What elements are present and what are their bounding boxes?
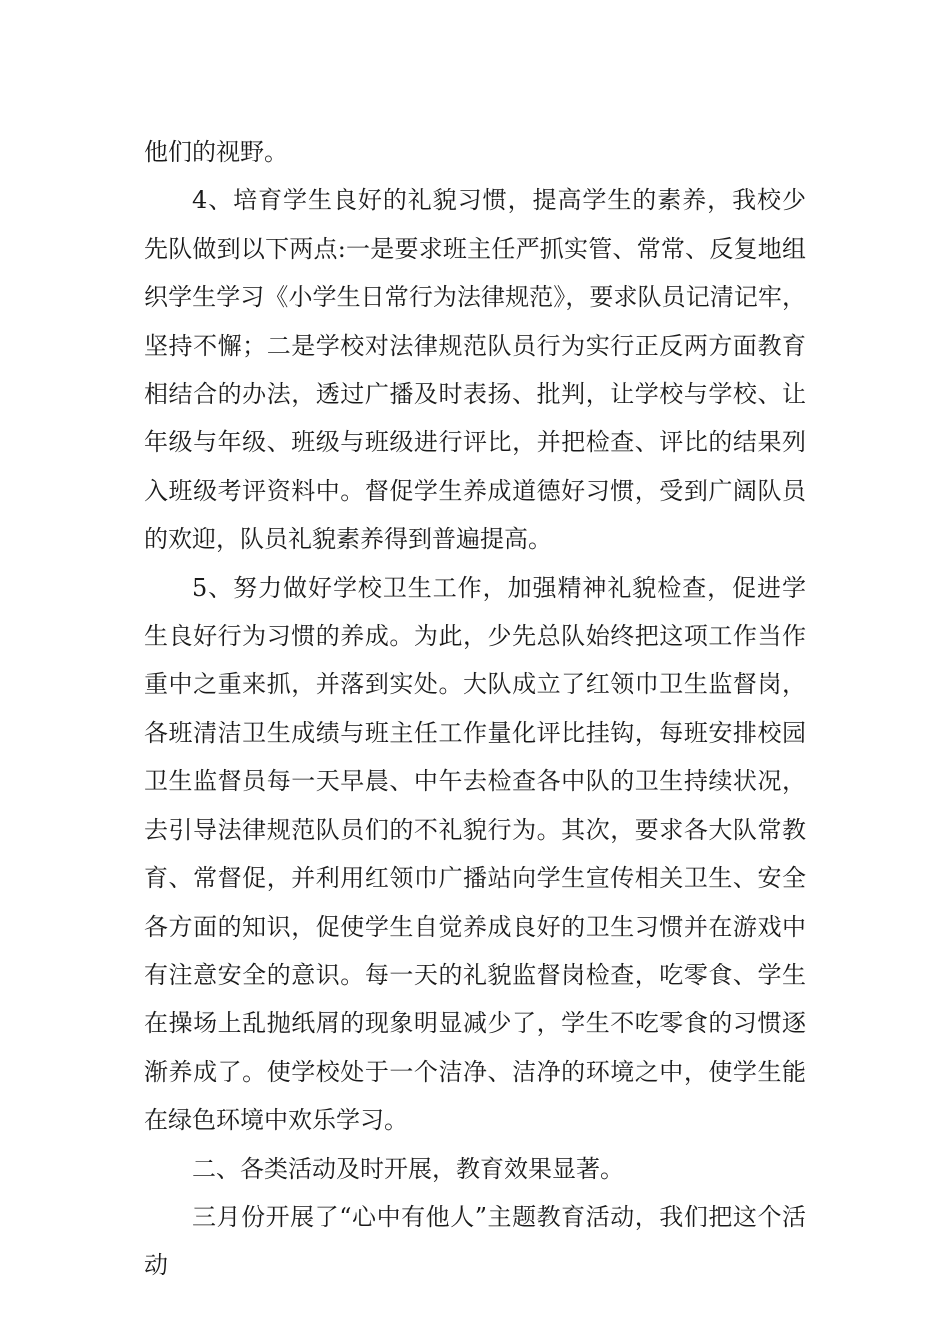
paragraph-march-activity: 三月份开展了“心中有他人”主题教育活动，我们把这个活动 (144, 1202, 806, 1280)
paragraph-item-5: 5、努力做好学校卫生工作，加强精神礼貌检查，促进学生良好行为习惯的养成。为此，少先总队始终把这项工作当作重中之重来抓，并落到实处。大队成立了红领巾卫生监督岗，各班清洁卫生成绩与班主任工作量化评比挂钩，每班安排校园卫生监督员每一天早晨、中午去检查各中队的卫生持续状况，去引导法律规范队员们的不礼貌行为。其次，要求各大队常教育、常督促，并利用红领巾广播站向学生宣传相关卫生、安全各方面的知识，促使学生自觉养成良好的卫生习惯并在游戏中有注意安全的意识。每一天的礼貌监督岗检查，吃零食、学生在操场上乱抛纸屑的现象明显减少了，学生不吃零食的习惯逐渐养成了。使学校处于一个洁净、洁净的环境之中，使学生能在绿色环境中欢乐学习。 (144, 573, 806, 1135)
section-heading-2: 二、各类活动及时开展，教育效果显著。 (192, 1154, 624, 1183)
document-body (144, 128, 806, 1290)
paragraph-continuation: 他们的视野。 (144, 138, 288, 166)
paragraph-item-4: 4、培育学生良好的礼貌习惯，提高学生的素养，我校少先队做到以下两点:一是要求班主任严抓实管、常常、反复地组织学生学习《小学生日常行为法律规范》，要求队员记清记牢，坚持不懈；二是学校对法律规范队员行为实行正反两方面教育相结合的办法，透过广播及时表扬、批判，让学校与学校、让年级与年级、班级与班级进行评比，并把检查、评比的结果列入班级考评资料中。督促学生养成道德好习惯，受到广阔队员的欢迎，队员礼貌素养得到普遍提高。 (144, 186, 806, 554)
